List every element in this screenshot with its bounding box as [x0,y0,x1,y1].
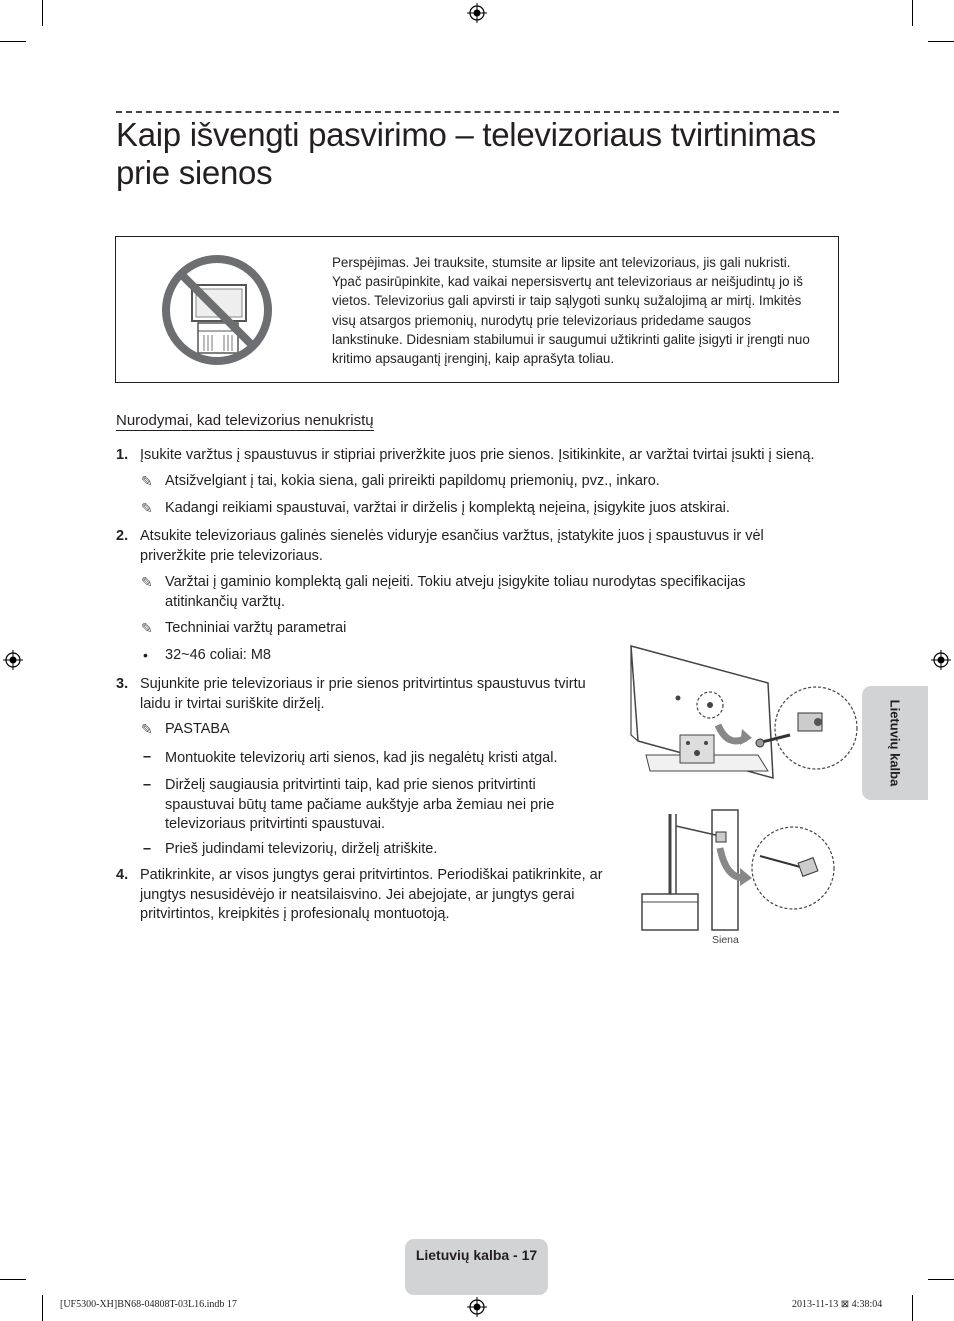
footer-timestamp: 2013-11-13 ⊠ 4:38:04 [792,1299,883,1310]
no-tilt-prohibition-icon [160,253,274,367]
warning-box [115,236,839,383]
dash-text: Dirželį saugiausia pritvirtinti taip, kad prie sienos pritvirtinti spaustuvai būtų tame pačiame aukštyje arba žemiau nei prie televizoriaus pritvirtinti spaustuvai. [165,777,555,832]
step-text: Patikrinkite, ar visos jungtys gerai pritvirtintos. Periodiškai patikrinkite, ar jungtys nesusidėvėjo ir neatsilaisvino. Jei abejojate, ar jungtys gerai pritvirtintos, kreipkitės į profesionalų montuotoją. [140,867,603,922]
step-number: 4. [116,867,129,883]
crop-mark [0,1279,26,1280]
dash-text: Prieš judindami televizorių, dirželį atriškite. [165,841,438,857]
title-dashed-rule [116,111,839,113]
pencil-note-icon: ✎ [141,620,153,636]
step-number: 1. [116,447,129,463]
note-text: Varžtai į gaminio komplektą gali neįeiti. Tokiu atveju įsigykite toliau nurodytas specifikacijas atitinkančių varžtų. [165,574,746,610]
note-label: PASTABA [165,721,230,737]
step-text: Sujunkite prie televizoriaus ir prie sienos pritvirtintus spaustuvus tvirtu laidu ir tvirtai suriškite dirželį. [140,676,586,712]
language-side-tab-label: Lietuvių kalba [887,699,903,787]
footer-file-info: [UF5300-XH]BN68-04808T-03L16.indb 17 [60,1299,237,1310]
bullet-text: 32~46 coliai: M8 [165,647,271,663]
crop-mark [928,41,954,42]
pencil-note-icon: ✎ [141,721,153,737]
bullet-icon: • [143,647,148,663]
note-text: Atsižvelgiant į tai, kokia siena, gali prireikti papildomų priemonių, pvz., inkaro. [165,473,660,489]
page-number-label: Lietuvių kalba - 17 [415,1247,538,1263]
note-text: Techniniai varžtų parametrai [165,620,347,636]
note-text: Kadangi reikiami spaustuvai, varžtai ir dirželis į komplektą neįeina, įsigykite juos atskirai. [165,500,730,516]
page-number-tab [405,1239,548,1295]
page-title: Kaip išvengti pasvirimo – televizoriaus tvirtinimas prie sienos [116,116,816,191]
step-text: Atsukite televizoriaus galinės sienelės viduryje esančius varžtus, įstatykite juos į spaustuvus ir vėl priveržkite prie televizoriaus. [140,528,764,564]
dash-text: Montuokite televizorių arti sienos, kad jis negalėtų kristi atgal. [165,750,558,766]
warning-text: Perspėjimas. Jei trauksite, stumsite ar lipsite ant televizoriaus, jis gali nukristi. Ypač pasirūpinkite, kad vaikai nepersisvertų ant televizoriaus ar neišjudintų jo iš vietos. Televizorius gali apvirsti ir taip sąlygoti sunkų sužalojimą ar mirtį. Imkitės visų atsargos priemonių, nurodytų prie televizoriaus pridedame saugos lankstinuke. Didesniam stabilumui ir saugumui užtikrinti galite įsigyti ir įrengti nuo kritimo apsaugantį įrenginį, kaip aprašyta toliau. [332,255,810,367]
step-number: 3. [116,676,129,692]
crop-mark [0,41,26,42]
dash-marker: – [143,841,152,857]
registration-mark-icon [467,3,487,23]
pencil-note-icon: ✎ [141,473,153,489]
registration-mark-icon [3,650,23,670]
registration-mark-icon [467,1297,487,1317]
crop-mark [42,1295,43,1321]
wall-label: Siena [712,934,739,946]
tv-clamp-diagram [628,643,858,793]
dash-marker: – [143,749,152,765]
pencil-note-icon: ✎ [141,500,153,516]
wall-strap-diagram [640,808,866,932]
step-text: Įsukite varžtus į spaustuvus ir stipriai priveržkite juos prie sienos. Įsitikinkite, ar varžtai tvirtai įsukti į sieną. [140,447,815,463]
pencil-note-icon: ✎ [141,574,153,590]
crop-mark [912,1295,913,1321]
language-side-tab [862,686,928,800]
section-heading: Nurodymai, kad televizorius nenukristų [116,412,374,429]
crop-mark [912,0,913,26]
dash-marker: – [143,777,152,793]
crop-mark [928,1279,954,1280]
crop-mark [42,0,43,26]
registration-mark-icon [931,650,951,670]
step-number: 2. [116,528,129,544]
